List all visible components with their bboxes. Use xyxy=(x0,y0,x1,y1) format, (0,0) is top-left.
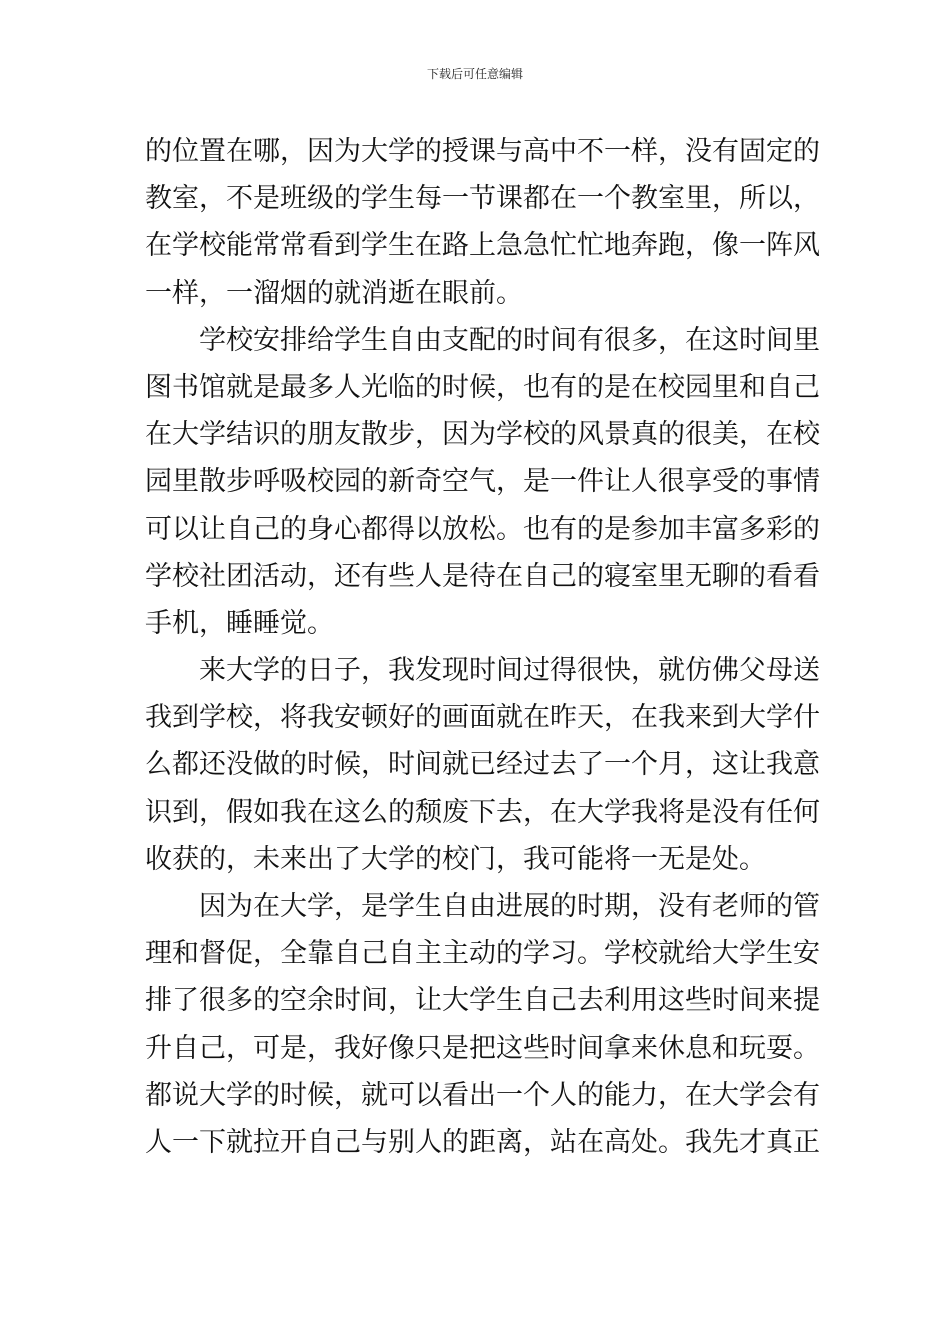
text-line: 升自己，可是，我好像只是把这些时间拿来休息和玩耍。 xyxy=(145,1032,820,1064)
text-line: 在大学结识的朋友散步，因为学校的风景真的很美，在校 xyxy=(145,419,820,451)
page-header: 下载后可任意编辑 xyxy=(426,67,523,81)
text-line: 一样，一溜烟的就消逝在眼前。 xyxy=(145,277,523,309)
text-line: 么都还没做的时候，时间就已经过去了一个月，这让我意 xyxy=(145,749,820,781)
text-line: 手机，睡睡觉。 xyxy=(145,607,334,639)
text-line: 理和督促，全靠自己自主主动的学习。学校就给大学生安 xyxy=(145,938,820,970)
text-line: 的位置在哪，因为大学的授课与高中不一样，没有固定的 xyxy=(145,136,820,167)
document-body xyxy=(145,128,820,1166)
text-line: 排了很多的空余时间，让大学生自己去利用这些时间来提 xyxy=(145,985,820,1017)
paragraph-1 xyxy=(145,128,820,317)
text-line: 可以让自己的身心都得以放松。也有的是参加丰富多彩的 xyxy=(145,513,820,545)
text-line: 我到学校，将我安顿好的画面就在昨天，在我来到大学什 xyxy=(145,702,820,734)
text-line: 园里散步呼吸校园的新奇空气，是一件让人很享受的事情 xyxy=(145,466,820,498)
text-line: 教室，不是班级的学生每一节课都在一个教室里，所以， xyxy=(145,183,820,215)
text-line: 都说大学的时候，就可以看出一个人的能力，在大学会有 xyxy=(145,1079,820,1111)
text-line: 在学校能常常看到学生在路上急急忙忙地奔跑，像一阵风 xyxy=(145,230,820,262)
text-line: 因为在大学，是学生自由进展的时期，没有老师的管 xyxy=(145,891,820,922)
text-line: 来大学的日子，我发现时间过得很快，就仿佛父母送 xyxy=(145,655,820,687)
text-line: 学校安排给学生自由支配的时间有很多，在这时间里 xyxy=(145,324,820,356)
paragraph-3 xyxy=(145,647,820,883)
text-line: 图书馆就是最多人光临的时候，也有的是在校园里和自己 xyxy=(145,371,820,403)
text-line: 收获的，未来出了大学的校门，我可能将一无是处。 xyxy=(145,843,766,875)
text-line: 识到，假如我在这么的颓废下去，在大学我将是没有任何 xyxy=(145,796,820,828)
paragraph-4 xyxy=(145,883,820,1166)
text-line: 学校社团活动，还有些人是待在自己的寝室里无聊的看看 xyxy=(145,560,820,592)
text-line: 人一下就拉开自己与别人的距离，站在高处。我先才真正 xyxy=(145,1126,820,1158)
paragraph-2 xyxy=(145,317,820,647)
